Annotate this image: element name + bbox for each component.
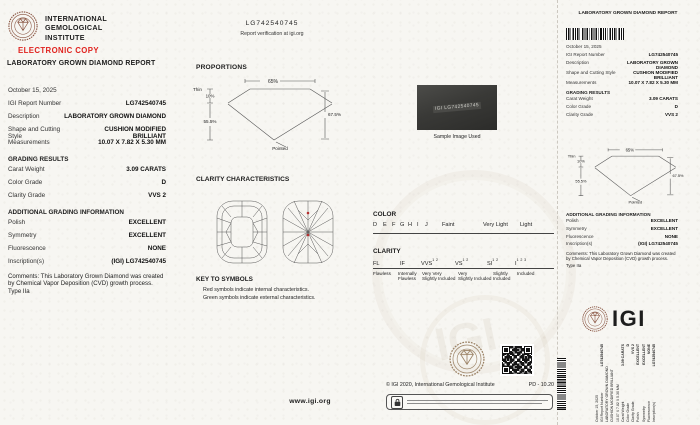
- stub-clarity-row: [566, 112, 678, 120]
- color-grade-letter: E: [383, 222, 387, 228]
- polish-row: [8, 219, 166, 232]
- field-label: Shape and Cutting Style: [8, 126, 61, 140]
- field-value: 10.07 X 7.82 X 5.30 MM: [628, 80, 678, 86]
- field-value: LABORATORY GROWN DIAMOND: [64, 113, 166, 120]
- culet-label: Pointed: [272, 146, 288, 151]
- field-value: NONE: [147, 245, 166, 252]
- field-value: D: [674, 104, 678, 109]
- measurements-row: [8, 139, 166, 152]
- field-value: EXCELLENT: [636, 344, 641, 365]
- field-value: EXCELLENT: [128, 219, 166, 226]
- additional-info-heading: ADDITIONAL GRADING INFORMATION: [8, 208, 124, 216]
- stub-description-row: [566, 60, 678, 70]
- institute-line3: INSTITUTE: [45, 32, 85, 42]
- field-label: IGI Report Number: [566, 51, 605, 57]
- clarity-name: Included: [517, 271, 535, 276]
- depth-percent-label: 67.5%: [328, 112, 342, 117]
- key-line-external: Green symbols indicate external characteristics.: [203, 295, 316, 301]
- stub-grading-heading: GRADING RESULTS: [566, 89, 611, 95]
- clarity-mark: [307, 212, 310, 215]
- clarity-scale: [373, 258, 554, 267]
- crown-percent-label: 10%: [577, 158, 585, 164]
- field-label: Symmetry: [566, 225, 587, 231]
- stub-measurements-row: [566, 80, 678, 88]
- stub-symmetry-row: [566, 226, 678, 234]
- stub-polish-row: [566, 218, 678, 226]
- field-label: Fluorescence: [8, 245, 46, 252]
- cushion-pavilion-diagram: [280, 198, 336, 266]
- report-date: October 15, 2025: [566, 44, 602, 49]
- color-grade-letter: I: [417, 222, 419, 228]
- report-number-row: [8, 100, 166, 113]
- clarity-name: Very Very: [422, 271, 442, 276]
- clarity-name: Flawless: [398, 276, 416, 282]
- field-value: LABORATORY GROWN DIAMOND: [626, 59, 678, 70]
- field-label: Fluorescence: [646, 400, 651, 422]
- clarity-grade: IF: [400, 261, 405, 267]
- field-value: NONE: [664, 233, 678, 239]
- color-scale: [373, 222, 554, 232]
- report-date-row: [8, 87, 166, 100]
- field-label: Fluorescence: [566, 233, 594, 239]
- clarity-mark: [307, 234, 310, 237]
- field-label: Symmetry: [641, 406, 646, 422]
- description-row: [8, 113, 166, 126]
- igi-seal-icon: [8, 11, 38, 41]
- table-percent-label: 65%: [267, 79, 279, 85]
- verification-note: Report verification at igi.org: [240, 31, 304, 37]
- inscription-row: [8, 258, 166, 271]
- rotated-summary: [552, 344, 700, 422]
- qr-finder: [502, 366, 510, 374]
- field-value: EXCELLENT: [650, 225, 678, 231]
- field-value: VVS 2: [664, 111, 678, 117]
- report-date: October 15, 2025: [594, 394, 599, 422]
- stub-title: LABORATORY GROWN DIAMOND REPORT: [578, 11, 678, 16]
- clarity-characteristics-heading: CLARITY CHARACTERISTICS: [196, 176, 290, 183]
- field-value: CUSHION MODIFIED BRILLIANT: [633, 70, 678, 81]
- stub-carat-row: [566, 96, 678, 104]
- clarity-scale-line: [373, 268, 554, 269]
- key-to-symbols-heading: KEY TO SYMBOLS: [196, 276, 253, 283]
- clarity-name: Slightly Included: [422, 276, 456, 282]
- field-value: 3.09 CARATS: [620, 344, 625, 367]
- field-value: VVS 2: [148, 192, 166, 199]
- girdle-label: Thin: [193, 87, 202, 92]
- table-percent-label: 65%: [625, 147, 635, 153]
- rotated-summary-content: [552, 344, 700, 422]
- website-link: www.igi.org: [289, 398, 331, 405]
- comments-text: Comments: This Laboratory Grown Diamond was created by Chemical Vapor Deposition (CVD) growth process.: [8, 273, 164, 288]
- field-value: 3.09 CARATS: [648, 96, 678, 102]
- report-title: LABORATORY GROWN DIAMOND REPORT: [7, 60, 156, 67]
- field-label: Polish: [8, 219, 26, 226]
- field-value: 10.07 X 7.82 X 5.30 MM: [98, 139, 166, 146]
- crown-percent-label: 10%: [205, 93, 215, 99]
- field-label: IGI Report Number: [8, 100, 62, 107]
- sample-image-caption: Sample Image Used: [433, 134, 481, 140]
- proportions-diagram: [190, 76, 350, 152]
- clarity-scale-names: [373, 271, 554, 283]
- stub-type-note: Type IIa: [566, 262, 582, 268]
- pavilion-percent-label: 55.5%: [575, 178, 587, 184]
- field-value: EXCELLENT: [641, 344, 646, 365]
- field-value: 10.07 X 7.82 X 5.30 MM: [615, 384, 620, 422]
- field-label: Color Grade: [8, 179, 43, 186]
- color-row: [8, 179, 166, 192]
- field-label: Color Grade: [626, 402, 630, 422]
- color-grade-letter: H: [408, 222, 413, 228]
- girdle-inscription: IGI LG742540745: [433, 102, 482, 113]
- field-value: CUSHION MODIFIED BRILLIANT: [104, 126, 166, 140]
- field-label: Polish: [636, 412, 641, 422]
- field-value: CUSHION MODIFIED BRILLIANT: [610, 369, 615, 422]
- stub-shape-row: [566, 70, 678, 80]
- field-label: Inscription(s): [651, 401, 656, 422]
- clarity-name: Slightly Included: [458, 276, 492, 282]
- cushion-crown-diagram: [214, 198, 270, 266]
- stub-comments: Comments: This Laboratory Grown Diamond was created by Chemical Vapor Deposition (CVD) growth process.: [566, 250, 676, 261]
- field-label: Carat Weight: [620, 401, 625, 422]
- girdle-label: Thin: [567, 153, 576, 159]
- field-value: D: [626, 344, 630, 347]
- top-report-number: LG742540745: [245, 20, 299, 27]
- document-code: PD - 10.20: [528, 382, 554, 388]
- field-label: Color Grade: [566, 104, 592, 109]
- field-label: Carat Weight: [8, 166, 45, 173]
- report-date: October 15, 2025: [8, 87, 57, 94]
- clarity-grade: VVS: [421, 261, 433, 267]
- clarity-name: Slightly: [493, 271, 508, 276]
- clarity-grade: VS: [455, 261, 463, 267]
- stub-igi-logo: [582, 306, 646, 332]
- clarity-name: Internally: [398, 271, 417, 276]
- clarity-scale-heading: CLARITY: [373, 248, 401, 255]
- field-value: LABORATORY GROWN DIAMOND: [605, 366, 610, 422]
- grading-results-heading: GRADING RESULTS: [8, 155, 69, 163]
- field-label: Description: [566, 59, 589, 65]
- barcode: [566, 28, 624, 40]
- field-label: Symmetry: [8, 232, 37, 239]
- institute-line1: INTERNATIONAL: [45, 14, 108, 23]
- field-label: Clarity Grade: [631, 401, 636, 422]
- stub-inscription-row: [566, 241, 678, 249]
- color-range-label: Light: [520, 222, 533, 228]
- field-value: LG742540745: [651, 344, 656, 367]
- field-value: 3.09 CARATS: [126, 166, 166, 173]
- clarity-name: Very: [458, 271, 468, 276]
- lock-icon: [391, 396, 403, 409]
- disclaimer-fine-print: [407, 398, 548, 405]
- igi-seal-icon: [582, 306, 608, 332]
- clarity-name: Flawless: [373, 271, 391, 276]
- field-value: (IGI) LG742540745: [111, 258, 166, 265]
- stub-additional-info: [566, 210, 678, 268]
- symmetry-row: [8, 232, 166, 245]
- color-scale-line: [373, 233, 554, 234]
- qr-finder: [502, 346, 510, 354]
- field-label: Measurements: [566, 80, 597, 86]
- color-range-label: Faint: [442, 222, 455, 228]
- institute-line2: GEMOLOGICAL: [45, 23, 103, 33]
- field-label: Polish: [566, 218, 579, 223]
- field-value: LG742540745: [600, 344, 605, 367]
- field-value: LG742540745: [125, 100, 166, 107]
- clarity-grade: I: [515, 261, 517, 267]
- field-label: Clarity Grade: [566, 111, 594, 117]
- electronic-copy-label: ELECTRONIC COPY: [18, 46, 99, 55]
- clarity-name: Included: [493, 276, 511, 282]
- disclaimer-box: [386, 394, 553, 410]
- clarity-grade: FL: [373, 261, 380, 267]
- field-label: Clarity Grade: [8, 192, 46, 199]
- field-label: Carat Weight: [566, 96, 593, 102]
- clarity-grade-sub: 1 2 3: [516, 258, 527, 262]
- fluorescence-row: [8, 245, 166, 258]
- field-label: Inscription(s): [566, 241, 593, 247]
- field-label: Inscription(s): [8, 258, 45, 265]
- stub-additional-heading: ADDITIONAL GRADING INFORMATION: [566, 211, 651, 217]
- color-grade-letter: F: [392, 222, 396, 228]
- qr-finder: [524, 346, 532, 354]
- color-range-label: Very Light: [483, 222, 508, 228]
- field-value: D: [161, 179, 166, 186]
- field-value: VVS 2: [631, 344, 636, 354]
- pavilion-percent-label: 55.5%: [203, 119, 217, 124]
- igi-footer-seal-icon: [449, 341, 485, 377]
- key-line-internal: Red symbols indicate internal characteristics.: [203, 287, 309, 293]
- igi-logo-text: IGI: [612, 306, 646, 331]
- field-value: LG742540745: [648, 51, 678, 57]
- stub-proportions-diagram: [565, 146, 690, 205]
- shape-row: [8, 126, 166, 139]
- report-details: [8, 87, 166, 295]
- watermark-text: IGI: [430, 307, 502, 371]
- clarity-row: [8, 192, 166, 205]
- type-note: Type IIa: [8, 288, 30, 296]
- clarity-grade: SI: [487, 261, 493, 267]
- field-value: NONE: [646, 344, 651, 355]
- field-label: Description: [8, 113, 40, 120]
- clarity-grade-sub: 1 2: [462, 258, 469, 262]
- field-label: IGI Report Number: [600, 392, 605, 422]
- depth-percent-label: 67.5%: [672, 173, 684, 179]
- color-scale-heading: COLOR: [373, 211, 397, 218]
- qr-code: [502, 346, 532, 374]
- copyright-text: © IGI 2020, International Gemological Institute: [386, 382, 495, 388]
- color-grade-letter: D: [373, 222, 378, 228]
- field-label: Measurements: [8, 139, 50, 146]
- key-to-symbols-text: [203, 286, 315, 302]
- field-value: (IGI) LG742540745: [638, 241, 678, 247]
- stub-report-details: [566, 44, 678, 120]
- stub-color-row: [566, 104, 678, 112]
- field-value: EXCELLENT: [128, 232, 166, 239]
- stub-report-number-row: [566, 52, 678, 60]
- field-label: Shape and Cutting Style: [566, 70, 616, 75]
- stub-fluorescence-row: [566, 234, 678, 242]
- color-grade-letter: G: [400, 222, 405, 228]
- proportions-heading: PROPORTIONS: [196, 64, 247, 71]
- clarity-grade-sub: 1 2: [432, 258, 439, 262]
- culet-label: Pointed: [628, 199, 643, 205]
- clarity-grade-sub: 1 2: [492, 258, 499, 262]
- carat-row: [8, 166, 166, 179]
- field-value: EXCELLENT: [650, 218, 678, 223]
- sample-image: [417, 85, 497, 130]
- color-grade-letter: J: [425, 222, 428, 228]
- institute-name: [45, 14, 107, 42]
- stub-date-row: [566, 44, 678, 52]
